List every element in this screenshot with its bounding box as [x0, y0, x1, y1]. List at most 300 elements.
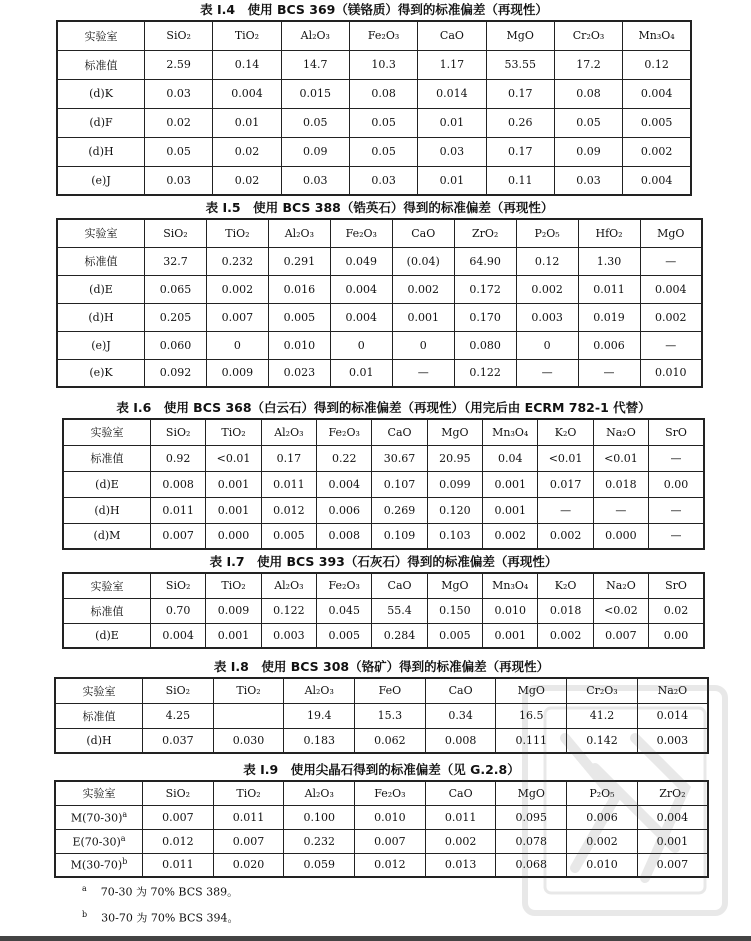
value-cell: 0.007	[143, 805, 214, 829]
value-cell: 0.001	[483, 471, 538, 497]
value-cell: 0.095	[496, 805, 567, 829]
value-cell: 0.103	[427, 523, 482, 549]
value-cell: 0.17	[486, 79, 554, 108]
value-cell: 0.002	[516, 275, 578, 303]
value-cell: —	[649, 497, 704, 523]
value-cell: (0.04)	[392, 247, 454, 275]
header-cell: Al₂O₃	[281, 21, 349, 50]
table-row	[57, 303, 702, 331]
value-cell: —	[392, 359, 454, 387]
table-note	[54, 904, 709, 930]
table-row	[55, 805, 708, 829]
header-cell: CaO	[418, 21, 486, 50]
header-cell: Al₂O₃	[268, 219, 330, 247]
value-cell: 0.03	[554, 166, 622, 195]
value-cell: 0.007	[355, 829, 426, 853]
value-cell: 64.90	[454, 247, 516, 275]
value-cell: 0.107	[372, 471, 427, 497]
value-cell: 0.003	[516, 303, 578, 331]
value-cell: 0.111	[496, 728, 567, 753]
value-cell: 0.004	[637, 805, 708, 829]
header-cell: SiO₂	[143, 781, 214, 805]
header-cell: Fe₂O₃	[355, 781, 426, 805]
header-cell: Na₂O	[637, 678, 708, 703]
note-mark: b	[82, 909, 88, 919]
value-cell: 0.001	[637, 829, 708, 853]
value-cell: 0.001	[206, 471, 261, 497]
header-cell: SiO₂	[151, 419, 206, 445]
value-cell: 0.004	[623, 166, 691, 195]
value-cell: 0.006	[317, 497, 372, 523]
row-label-cell: (e)J	[57, 166, 145, 195]
value-cell: 0.060	[145, 331, 207, 359]
value-cell: 0.011	[151, 497, 206, 523]
value-cell: 0.09	[554, 137, 622, 166]
value-cell: 0.08	[554, 79, 622, 108]
value-cell: 0.019	[578, 303, 640, 331]
value-cell: 0.22	[317, 445, 372, 471]
value-cell: 20.95	[427, 445, 482, 471]
value-cell: 0.001	[206, 623, 261, 648]
header-cell: FeO	[355, 678, 426, 703]
table-caption: 表 I.7 使用 BCS 393（石灰石）得到的标准偏差（再现性）	[209, 554, 558, 569]
header-cell: ZrO₂	[637, 781, 708, 805]
value-cell: 0.007	[213, 829, 284, 853]
table-header-row	[63, 573, 704, 598]
header-cell: 实验室	[55, 678, 143, 703]
header-cell: MgO	[496, 781, 567, 805]
value-cell: 0.007	[151, 523, 206, 549]
row-label-cell	[55, 829, 143, 853]
value-cell: 0.01	[213, 108, 281, 137]
value-cell: 0.150	[427, 598, 482, 623]
table-i5-section	[56, 198, 703, 388]
table-row	[55, 829, 708, 853]
value-cell: 0.018	[593, 471, 648, 497]
value-cell: 0.059	[284, 853, 355, 877]
header-cell: 实验室	[55, 781, 143, 805]
value-cell: 0.068	[496, 853, 567, 877]
value-cell: 0.100	[284, 805, 355, 829]
value-cell: 0.006	[567, 805, 638, 829]
header-cell: MgO	[640, 219, 702, 247]
value-cell: <0.01	[593, 445, 648, 471]
value-cell: 0.002	[623, 137, 691, 166]
header-cell: 实验室	[63, 573, 151, 598]
row-label-cell: 标准值	[57, 50, 145, 79]
value-cell: 0.03	[145, 166, 213, 195]
value-cell: 0.01	[330, 359, 392, 387]
header-cell: Mn₃O₄	[483, 419, 538, 445]
value-cell: 0.011	[213, 805, 284, 829]
header-cell: CaO	[392, 219, 454, 247]
value-cell: 19.4	[284, 703, 355, 728]
value-cell: 0.080	[454, 331, 516, 359]
value-cell: 0.011	[143, 853, 214, 877]
value-cell: 0.002	[483, 523, 538, 549]
table-caption: 表 I.6 使用 BCS 368（白云石）得到的标准偏差（再现性）（用完后由 ECRM 782-1 代替）	[116, 400, 651, 415]
value-cell: 0.001	[483, 623, 538, 648]
value-cell: 0.092	[145, 359, 207, 387]
table-row	[63, 445, 704, 471]
table-i6-section	[62, 398, 705, 550]
value-cell: 0.120	[427, 497, 482, 523]
value-cell: 0.122	[261, 598, 316, 623]
row-label: M(30-70)	[70, 859, 123, 873]
value-cell: 0.04	[483, 445, 538, 471]
table-i8-section	[54, 657, 709, 754]
table-header-row	[57, 21, 691, 50]
row-label-cell: (d)H	[57, 303, 145, 331]
value-cell: 0.001	[206, 497, 261, 523]
value-cell: 0.010	[268, 331, 330, 359]
value-cell: 0.004	[151, 623, 206, 648]
table-row	[57, 166, 691, 195]
value-cell: 0.14	[213, 50, 281, 79]
value-cell: 0.01	[418, 166, 486, 195]
row-label-cell: (d)F	[57, 108, 145, 137]
table-row	[57, 275, 702, 303]
table-row	[57, 359, 702, 387]
page-bottom-border	[0, 936, 751, 941]
value-cell: 0.01	[418, 108, 486, 137]
value-cell: 0.11	[486, 166, 554, 195]
value-cell: —	[538, 497, 593, 523]
value-cell: 0.000	[593, 523, 648, 549]
value-cell: 0.02	[145, 108, 213, 137]
table-row	[55, 853, 708, 877]
header-cell: Fe₂O₃	[317, 419, 372, 445]
table-row	[63, 523, 704, 549]
value-cell: —	[640, 331, 702, 359]
value-cell: 0.002	[567, 829, 638, 853]
header-cell: MgO	[496, 678, 567, 703]
value-cell: 0.014	[637, 703, 708, 728]
value-cell: 0.008	[151, 471, 206, 497]
footnote-mark: b	[122, 857, 128, 867]
value-cell: —	[593, 497, 648, 523]
value-cell: 0.011	[425, 805, 496, 829]
value-cell: 53.55	[486, 50, 554, 79]
header-cell: SrO	[649, 419, 704, 445]
value-cell: 0.005	[427, 623, 482, 648]
value-cell: 0.010	[483, 598, 538, 623]
value-cell: <0.01	[206, 445, 261, 471]
value-cell: 0	[516, 331, 578, 359]
value-cell: 0.008	[317, 523, 372, 549]
value-cell: 0	[206, 331, 268, 359]
value-cell: 0.011	[261, 471, 316, 497]
row-label-cell: (d)E	[63, 471, 151, 497]
value-cell: 0.08	[349, 79, 417, 108]
value-cell: 0.013	[425, 853, 496, 877]
row-label-cell: 标准值	[57, 247, 145, 275]
value-cell: 16.5	[496, 703, 567, 728]
header-cell: 实验室	[57, 21, 145, 50]
value-cell: 0.009	[206, 598, 261, 623]
value-cell: 1.30	[578, 247, 640, 275]
value-cell: 10.3	[349, 50, 417, 79]
value-cell: 0.062	[355, 728, 426, 753]
row-label-cell	[55, 805, 143, 829]
header-cell: Al₂O₃	[261, 573, 316, 598]
value-cell: 0.003	[261, 623, 316, 648]
value-cell: 0.284	[372, 623, 427, 648]
value-cell: 0.001	[392, 303, 454, 331]
value-cell: 0.004	[213, 79, 281, 108]
table-i9	[54, 780, 709, 878]
value-cell: 0.172	[454, 275, 516, 303]
value-cell: —	[649, 523, 704, 549]
value-cell: 0.291	[268, 247, 330, 275]
value-cell: —	[516, 359, 578, 387]
value-cell: 0.005	[268, 303, 330, 331]
header-cell: ZrO₂	[454, 219, 516, 247]
value-cell: 0.26	[486, 108, 554, 137]
header-cell: Fe₂O₃	[330, 219, 392, 247]
value-cell: 0.183	[284, 728, 355, 753]
table-caption: 表 I.9 使用尖晶石得到的标准偏差（见 G.2.8）	[243, 762, 520, 777]
header-cell: MgO	[486, 21, 554, 50]
footnote-mark: a	[120, 833, 126, 843]
value-cell: 0.008	[425, 728, 496, 753]
value-cell: 0.17	[261, 445, 316, 471]
value-cell: 0.065	[145, 275, 207, 303]
value-cell: 0.12	[516, 247, 578, 275]
value-cell: 0.02	[213, 137, 281, 166]
value-cell: 0.049	[330, 247, 392, 275]
row-label-cell: (d)E	[63, 623, 151, 648]
row-label-cell: 标准值	[63, 598, 151, 623]
header-cell: 实验室	[57, 219, 145, 247]
header-cell: SrO	[649, 573, 704, 598]
table-row	[63, 497, 704, 523]
value-cell	[213, 703, 284, 728]
header-cell: 实验室	[63, 419, 151, 445]
value-cell: 1.17	[418, 50, 486, 79]
header-cell: Na₂O	[593, 573, 648, 598]
value-cell: 0.016	[268, 275, 330, 303]
value-cell: 0.09	[281, 137, 349, 166]
value-cell: 0.018	[538, 598, 593, 623]
table-caption: 表 I.4 使用 BCS 369（镁铬质）得到的标准偏差（再现性）	[200, 2, 548, 17]
value-cell: 0.17	[486, 137, 554, 166]
header-cell: HfO₂	[578, 219, 640, 247]
header-cell: P₂O₅	[516, 219, 578, 247]
header-cell: TiO₂	[213, 678, 284, 703]
header-cell: TiO₂	[206, 573, 261, 598]
value-cell: 0.011	[578, 275, 640, 303]
value-cell: 0.05	[349, 108, 417, 137]
value-cell: 0.017	[538, 471, 593, 497]
table-row	[55, 728, 708, 753]
value-cell: 0.232	[284, 829, 355, 853]
table-row	[63, 598, 704, 623]
value-cell: <0.01	[538, 445, 593, 471]
header-cell: TiO₂	[206, 219, 268, 247]
value-cell: 55.4	[372, 598, 427, 623]
table-row	[57, 108, 691, 137]
value-cell: 0.92	[151, 445, 206, 471]
value-cell: 0.02	[649, 598, 704, 623]
value-cell: 0.002	[640, 303, 702, 331]
value-cell: 32.7	[145, 247, 207, 275]
value-cell: —	[640, 247, 702, 275]
value-cell: 14.7	[281, 50, 349, 79]
row-label-cell: (d)E	[57, 275, 145, 303]
value-cell: 0.004	[330, 275, 392, 303]
value-cell: 0.002	[392, 275, 454, 303]
header-cell: Cr₂O₃	[554, 21, 622, 50]
value-cell: 0.005	[623, 108, 691, 137]
value-cell: 0.109	[372, 523, 427, 549]
header-cell: Al₂O₃	[261, 419, 316, 445]
row-label-cell	[55, 853, 143, 877]
header-cell: Al₂O₃	[284, 781, 355, 805]
header-cell: Al₂O₃	[284, 678, 355, 703]
value-cell: 0.020	[213, 853, 284, 877]
header-cell: SiO₂	[151, 573, 206, 598]
value-cell: —	[649, 445, 704, 471]
footnote-mark: a	[122, 809, 128, 819]
value-cell: 0.12	[623, 50, 691, 79]
value-cell: 0.001	[483, 497, 538, 523]
value-cell: 0.002	[425, 829, 496, 853]
header-cell: P₂O₅	[567, 781, 638, 805]
row-label: M(70-30)	[70, 811, 123, 825]
table-row	[57, 79, 691, 108]
header-cell: SiO₂	[145, 219, 207, 247]
header-cell: CaO	[372, 419, 427, 445]
value-cell: 30.67	[372, 445, 427, 471]
header-cell: SiO₂	[143, 678, 214, 703]
value-cell: 0	[330, 331, 392, 359]
table-row	[57, 247, 702, 275]
row-label-cell: (e)K	[57, 359, 145, 387]
header-cell: Mn₃O₄	[623, 21, 691, 50]
value-cell: 0.012	[143, 829, 214, 853]
header-cell: CaO	[372, 573, 427, 598]
table-i7	[62, 572, 705, 649]
table-row	[57, 50, 691, 79]
value-cell: 0.037	[143, 728, 214, 753]
table-header-row	[55, 678, 708, 703]
row-label-cell: 标准值	[55, 703, 143, 728]
value-cell: 0.70	[151, 598, 206, 623]
value-cell: 0.170	[454, 303, 516, 331]
note-text: 30-70 为 70% BCS 394。	[101, 911, 239, 925]
value-cell: 0.030	[213, 728, 284, 753]
row-label-cell: (d)M	[63, 523, 151, 549]
table-i7-section	[62, 552, 705, 649]
value-cell: 0.05	[554, 108, 622, 137]
value-cell: 0.03	[418, 137, 486, 166]
value-cell: 0.015	[281, 79, 349, 108]
value-cell: 0.205	[145, 303, 207, 331]
header-cell: Fe₂O₃	[349, 21, 417, 50]
value-cell: —	[578, 359, 640, 387]
row-label-cell: (d)K	[57, 79, 145, 108]
value-cell: <0.02	[593, 598, 648, 623]
table-i9-section	[54, 760, 709, 929]
table-i4	[56, 20, 692, 196]
value-cell: 0.003	[637, 728, 708, 753]
table-row	[63, 623, 704, 648]
header-cell: Na₂O	[593, 419, 648, 445]
value-cell: 0.000	[206, 523, 261, 549]
value-cell: 41.2	[567, 703, 638, 728]
value-cell: 0.002	[538, 623, 593, 648]
row-label-cell: (d)H	[57, 137, 145, 166]
value-cell: 0.004	[640, 275, 702, 303]
value-cell: 0.004	[623, 79, 691, 108]
value-cell: 0.099	[427, 471, 482, 497]
header-cell: K₂O	[538, 419, 593, 445]
row-label: E(70-30)	[72, 835, 121, 849]
value-cell: 0.010	[355, 805, 426, 829]
header-cell: Cr₂O₃	[567, 678, 638, 703]
value-cell: 0.122	[454, 359, 516, 387]
row-label-cell: (e)J	[57, 331, 145, 359]
header-cell: SiO₂	[145, 21, 213, 50]
value-cell: 0.012	[355, 853, 426, 877]
row-label-cell: 标准值	[63, 445, 151, 471]
table-header-row	[55, 781, 708, 805]
header-cell: TiO₂	[213, 21, 281, 50]
table-caption: 表 I.5 使用 BCS 388（锆英石）得到的标准偏差（再现性）	[205, 200, 554, 215]
value-cell: 0.009	[206, 359, 268, 387]
header-cell: TiO₂	[206, 419, 261, 445]
value-cell: 0.007	[593, 623, 648, 648]
value-cell: 0.34	[425, 703, 496, 728]
value-cell: 0.142	[567, 728, 638, 753]
row-label-cell: (d)H	[63, 497, 151, 523]
value-cell: 0.007	[637, 853, 708, 877]
value-cell: 0.007	[206, 303, 268, 331]
value-cell: 0.05	[349, 137, 417, 166]
table-i4-section	[56, 0, 692, 196]
header-cell: Mn₃O₄	[483, 573, 538, 598]
table-i6	[62, 418, 705, 550]
value-cell: 0.045	[317, 598, 372, 623]
header-cell: K₂O	[538, 573, 593, 598]
value-cell: 0.05	[281, 108, 349, 137]
table-notes	[54, 878, 709, 929]
table-row	[55, 703, 708, 728]
value-cell: 0.023	[268, 359, 330, 387]
value-cell: 17.2	[554, 50, 622, 79]
value-cell: 0.002	[206, 275, 268, 303]
header-cell: Fe₂O₃	[317, 573, 372, 598]
value-cell: 0.02	[213, 166, 281, 195]
table-header-row	[57, 219, 702, 247]
value-cell: 0.232	[206, 247, 268, 275]
value-cell: 0.005	[261, 523, 316, 549]
value-cell: 0.05	[145, 137, 213, 166]
value-cell: 0	[392, 331, 454, 359]
row-label-cell: (d)H	[55, 728, 143, 753]
value-cell: 0.006	[578, 331, 640, 359]
value-cell: 0.010	[640, 359, 702, 387]
value-cell: 0.269	[372, 497, 427, 523]
value-cell: 0.00	[649, 623, 704, 648]
table-header-row	[63, 419, 704, 445]
value-cell: 0.014	[418, 79, 486, 108]
value-cell: 0.010	[567, 853, 638, 877]
value-cell: 0.03	[349, 166, 417, 195]
table-i8	[54, 677, 709, 754]
value-cell: 0.03	[281, 166, 349, 195]
